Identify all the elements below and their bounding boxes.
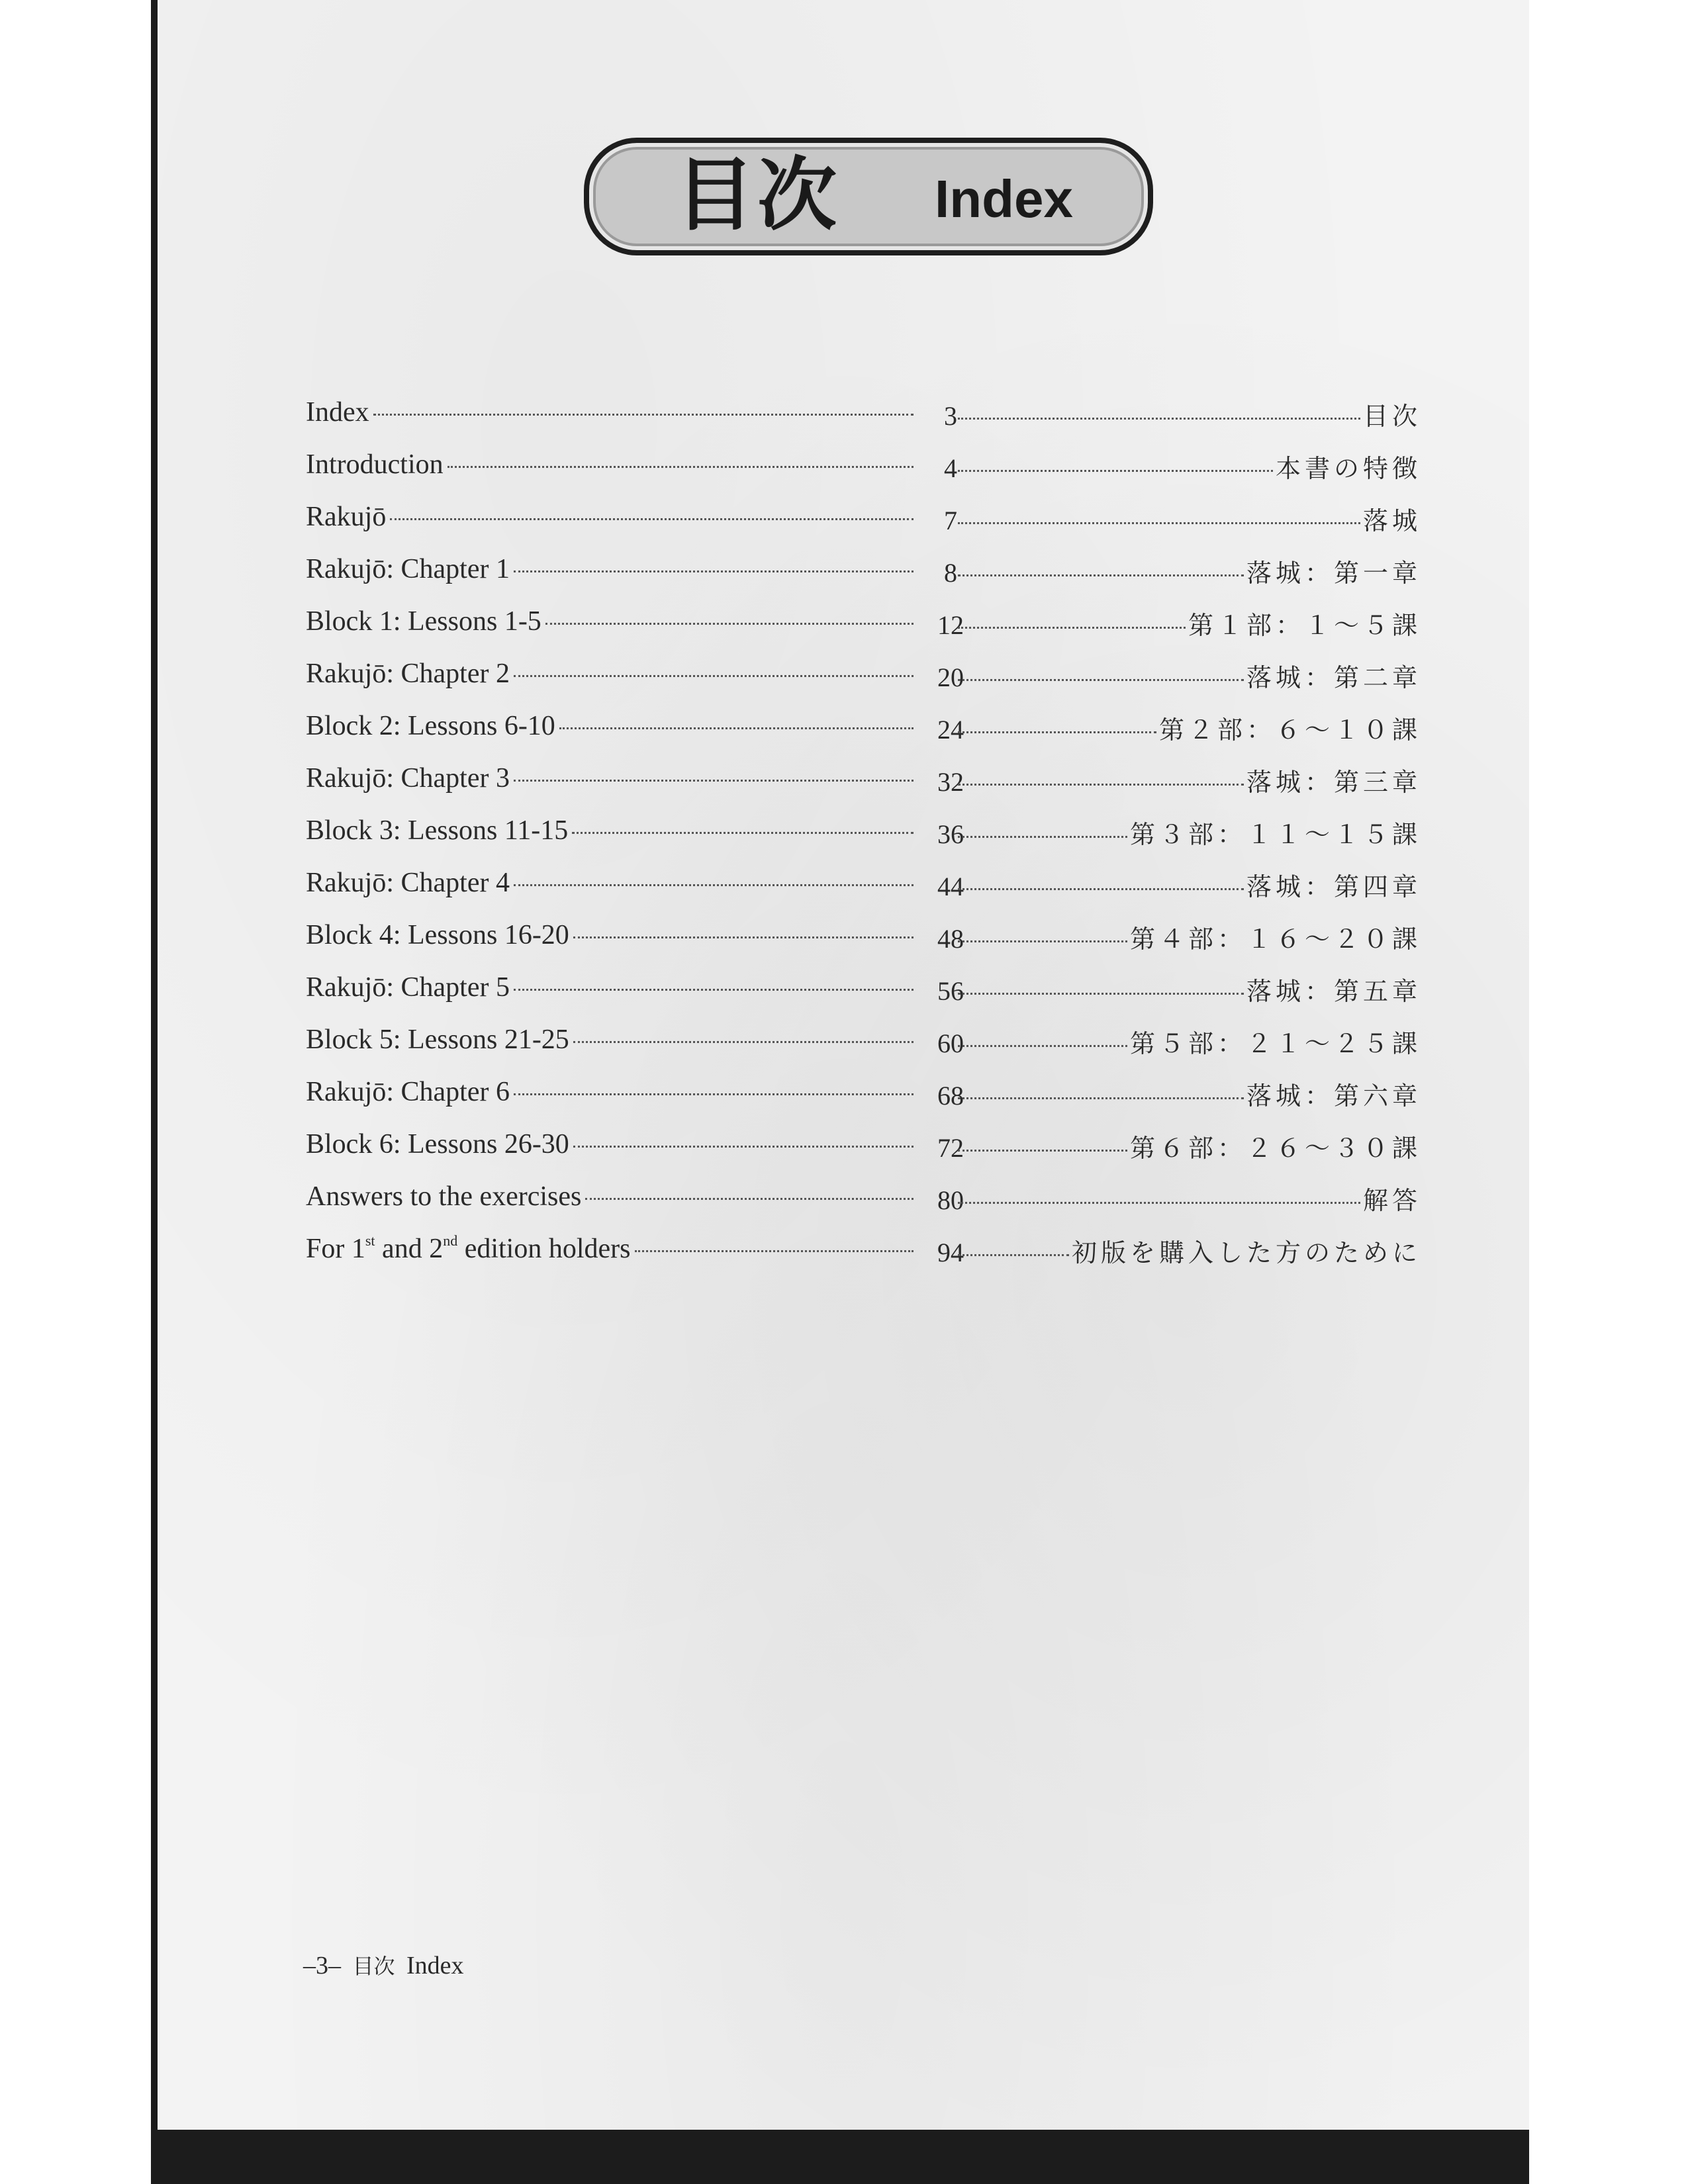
toc-entry-title-japanese: 落城：第四章 [1246,872,1421,901]
table-of-contents [306,389,1425,1278]
toc-row [306,703,1425,755]
toc-entry-title-japanese: 落城：第六章 [1246,1081,1421,1111]
footer-title-japanese: 目次 [352,1954,395,1979]
toc-entry-english [306,703,914,749]
dot-leader [958,627,1186,629]
toc-entry-title-japanese: 第４部：１６～２０課 [1129,925,1421,954]
footer-title-english: Index [406,1952,464,1979]
toc-row [306,964,1425,1017]
toc-row [306,494,1425,546]
toc-page-number: 20 [937,662,964,692]
toc-entry-title-japanese: 第６部：２６～３０課 [1129,1134,1421,1163]
toc-entry-title-japanese: 解答 [1362,1186,1421,1215]
scan-bottom-shadow [151,2130,1529,2184]
toc-entry-title: Rakujō [306,502,387,532]
toc-entry-title: Answers to the exercises [306,1181,582,1212]
dot-leader [958,888,1244,890]
toc-entry-title: Rakujō: Chapter 6 [306,1077,510,1107]
toc-page-number: 32 [937,767,964,797]
dot-leader [958,784,1244,786]
toc-page-number: 12 [937,610,964,640]
toc-row [306,1226,1425,1278]
toc-entry-title: Introduction [306,449,444,480]
toc-entry-japanese [958,393,1421,439]
toc-page-number: 44 [937,872,964,901]
toc-entry-title-part: edition holders [457,1234,631,1264]
toc-entry-title-japanese: 目次 [1362,402,1421,431]
toc-entry-title: Block 5: Lessons 21-25 [306,1024,569,1055]
toc-entry-title-japanese: 落城：第五章 [1246,977,1421,1006]
toc-entry-japanese [958,550,1421,596]
scan-edge-shadow [151,0,158,2184]
dot-leader [514,570,914,572]
scan-margin-right [1529,0,1688,2184]
toc-entry-title-japanese: 本書の特徴 [1275,454,1421,483]
toc-row [306,1121,1425,1173]
dot-leader [572,832,914,834]
toc-entry-title-japanese: 第１部：１～５課 [1188,611,1421,640]
toc-page-number: 80 [937,1185,964,1215]
toc-page-number: 60 [937,1028,964,1058]
toc-entry-japanese [958,811,1421,858]
toc-entry-japanese [958,1073,1421,1119]
dot-leader [958,836,1127,838]
toc-page-number: 94 [937,1238,964,1267]
toc-page-number: 24 [937,715,964,745]
dot-leader [958,1150,1127,1152]
toc-entry-title-japanese: 第５部：２１～２５課 [1129,1029,1421,1058]
dot-leader [390,518,914,520]
toc-row [306,651,1425,703]
dot-leader [545,623,914,625]
ordinal-suffix: st [365,1232,375,1249]
dot-leader [373,414,914,416]
toc-entry-english [306,1121,914,1167]
dot-leader [573,936,914,938]
toc-entry-english [306,1017,914,1063]
toc-entry-title-part: For 1 [306,1234,365,1264]
toc-row [306,1017,1425,1069]
toc-entry-english [306,1069,914,1115]
toc-page-number: 3 [944,401,957,431]
toc-entry-english [306,912,914,958]
toc-page-number: 72 [937,1133,964,1163]
toc-entry-title-japanese: 落城：第二章 [1246,663,1421,692]
dot-leader [573,1041,914,1043]
toc-page-number: 48 [937,924,964,954]
toc-entry-title [306,1226,635,1272]
toc-row [306,860,1425,912]
toc-entry-english [306,755,914,801]
toc-page-number: 7 [944,506,957,535]
toc-page-number: 56 [937,976,964,1006]
dot-leader [559,727,914,729]
toc-entry-english [306,860,914,906]
toc-entry-japanese [958,759,1421,805]
toc-entry-title-japanese: 第３部：１１～１５課 [1129,820,1421,849]
toc-row [306,912,1425,964]
page-title-japanese: 目次 [675,150,839,242]
toc-entry-title-japanese: 落城：第一章 [1246,559,1421,588]
dot-leader [958,993,1244,995]
toc-page-number: 8 [944,558,957,588]
dot-leader [958,418,1360,420]
dot-leader [958,1045,1127,1047]
toc-entry-japanese [958,602,1421,649]
toc-row [306,389,1425,441]
dot-leader [514,989,914,991]
toc-entry-title-japanese: 第２部：６～１０課 [1158,715,1421,745]
dot-leader [958,574,1244,576]
toc-row [306,441,1425,494]
toc-row [306,755,1425,807]
toc-entry-english [306,651,914,697]
toc-entry-japanese [958,707,1421,753]
toc-entry-title: Block 1: Lessons 1-5 [306,606,541,637]
toc-page-number: 68 [937,1081,964,1111]
toc-entry-english [306,494,914,540]
toc-entry-japanese [958,1125,1421,1171]
footer-page-number: –3– [303,1952,341,1979]
toc-entry-english [306,389,914,435]
toc-entry-title: Block 6: Lessons 26-30 [306,1129,569,1160]
toc-entry-english [306,1226,914,1272]
toc-entry-title: Rakujō: Chapter 1 [306,554,510,584]
dot-leader [514,1093,914,1095]
toc-entry-japanese [958,445,1421,492]
toc-entry-japanese [958,1177,1421,1224]
dot-leader [585,1198,914,1200]
toc-entry-english [306,964,914,1011]
dot-leader [958,1254,1069,1256]
toc-row [306,1069,1425,1121]
toc-entry-title: Rakujō: Chapter 4 [306,868,510,898]
toc-entry-title-japanese: 落城：第三章 [1246,768,1421,797]
dot-leader [958,1097,1244,1099]
dot-leader [514,780,914,782]
dot-leader [514,884,914,886]
toc-entry-title: Block 2: Lessons 6-10 [306,711,555,741]
toc-entry-title: Rakujō: Chapter 2 [306,659,510,689]
toc-entry-title: Block 4: Lessons 16-20 [306,920,569,950]
toc-entry-english [306,546,914,592]
toc-entry-english [306,807,914,854]
dot-leader [514,675,914,677]
scan-margin-left [0,0,151,2184]
ordinal-suffix: nd [443,1232,458,1249]
toc-row [306,1173,1425,1226]
page-title-english: Index [935,169,1073,228]
toc-entry-japanese [958,655,1421,701]
dot-leader [958,1202,1360,1204]
dot-leader [958,940,1127,942]
toc-entry-title: Rakujō: Chapter 5 [306,972,510,1003]
toc-entry-english [306,441,914,488]
toc-entry-english [306,1173,914,1220]
toc-entry-japanese [958,968,1421,1015]
toc-entry-title-japanese: 落城 [1362,506,1421,535]
toc-entry-japanese [958,1230,1421,1276]
toc-row [306,546,1425,598]
toc-entry-title-part: and 2 [375,1234,444,1264]
dot-leader [635,1250,914,1252]
page-footer [303,1950,464,1980]
toc-page-number: 4 [944,453,957,483]
dot-leader [958,679,1244,681]
dot-leader [958,470,1273,472]
toc-entry-japanese [958,916,1421,962]
toc-page-number: 36 [937,819,964,849]
dot-leader [447,466,914,468]
dot-leader [573,1146,914,1148]
dot-leader [958,731,1156,733]
toc-row [306,598,1425,651]
toc-entry-title-japanese: 初版を購入した方のために [1071,1238,1421,1267]
dot-leader [958,522,1360,524]
toc-entry-english [306,598,914,645]
toc-entry-japanese [958,1021,1421,1067]
toc-entry-title: Block 3: Lessons 11-15 [306,815,569,846]
toc-entry-title: Index [306,397,369,428]
toc-entry-japanese [958,864,1421,910]
toc-entry-japanese [958,498,1421,544]
toc-row [306,807,1425,860]
toc-entry-title: Rakujō: Chapter 3 [306,763,510,794]
